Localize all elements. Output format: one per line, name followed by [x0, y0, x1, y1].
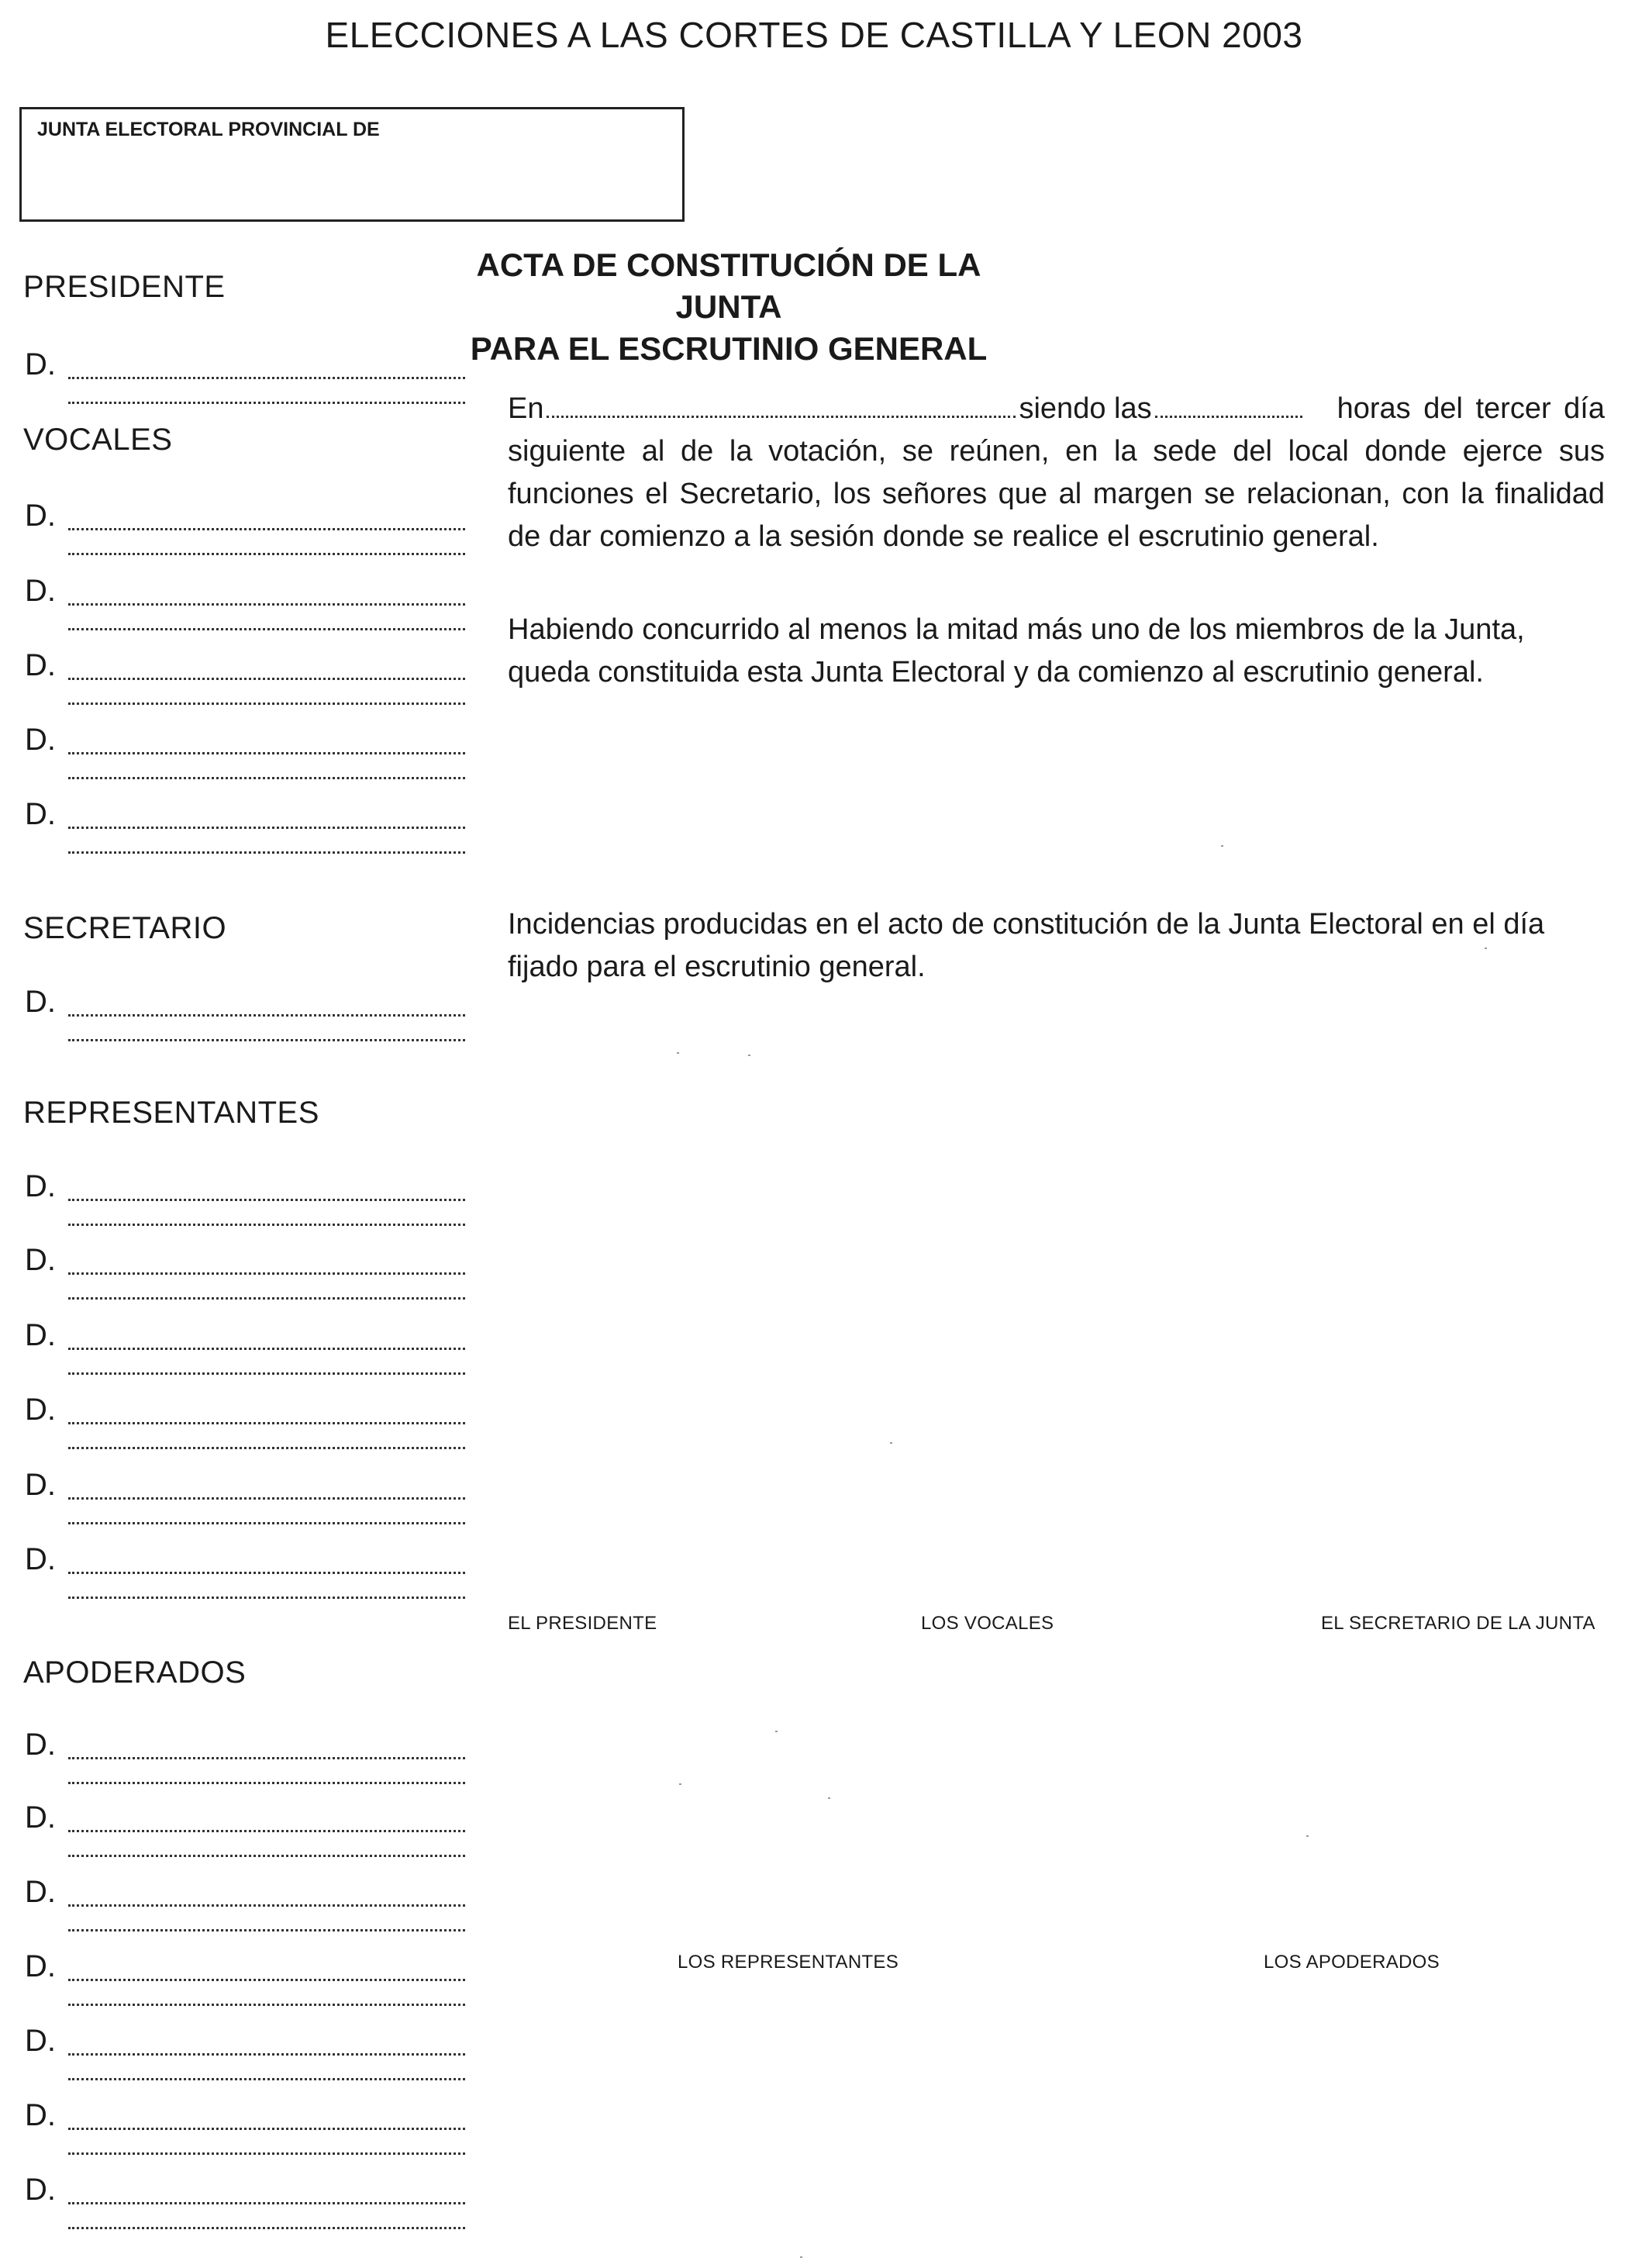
en-label: En	[508, 392, 544, 425]
representante-3-name-field[interactable]	[68, 1348, 465, 1350]
representante-1-name-field-continued[interactable]	[68, 1224, 465, 1226]
vocal-d-label: D.	[25, 648, 56, 682]
paragraph-incidencias-line-1: Incidencias producidas en el acto de constitución de la Junta Electoral en el día	[508, 908, 1545, 941]
presidente-heading: PRESIDENTE	[23, 270, 226, 304]
representante-d-label: D.	[25, 1468, 56, 1502]
apoderado-7-name-field[interactable]	[68, 2202, 465, 2204]
representante-3-name-field-continued[interactable]	[68, 1372, 465, 1375]
vocal-d-label: D.	[25, 723, 56, 757]
signature-vocales-label: LOS VOCALES	[921, 1613, 1054, 1634]
acta-title	[457, 244, 1000, 370]
acta-title-line-1: ACTA DE CONSTITUCIÓN DE LA JUNTA	[476, 247, 981, 325]
paragraph-reunion-line-3: funciones el Secretario, los señores que al margen se relacionan, con la finalidad	[508, 478, 1605, 510]
vocal-5-name-field-continued[interactable]	[68, 851, 465, 854]
vocal-2-name-field[interactable]	[68, 603, 465, 606]
vocales-heading: VOCALES	[23, 423, 173, 457]
scan-speck	[1306, 1835, 1309, 1837]
paragraph-incidencias-line-2: fijado para el escrutinio general.	[508, 951, 926, 983]
apoderado-3-name-field[interactable]	[68, 1904, 465, 1907]
scan-speck	[1485, 948, 1487, 949]
apoderados-heading: APODERADOS	[23, 1655, 247, 1690]
paragraph-reunion	[508, 388, 1605, 558]
representante-5-name-field-continued[interactable]	[68, 1522, 465, 1524]
apoderado-2-name-field-continued[interactable]	[68, 1855, 465, 1857]
representante-2-name-field[interactable]	[68, 1272, 465, 1275]
presidente-1-name-field-continued[interactable]	[68, 402, 465, 404]
acta-title-line-2: PARA EL ESCRUTINIO GENERAL	[470, 330, 988, 367]
representante-4-name-field[interactable]	[68, 1422, 465, 1424]
signature-presidente-label: EL PRESIDENTE	[508, 1613, 657, 1634]
apoderado-7-name-field-continued[interactable]	[68, 2227, 465, 2229]
vocal-2-name-field-continued[interactable]	[68, 628, 465, 630]
scan-speck	[775, 1731, 778, 1732]
paragraph-reunion-line-1	[508, 388, 1605, 430]
secretario-1-name-field[interactable]	[68, 1014, 465, 1017]
paragraph-incidencias	[508, 903, 1605, 989]
secretario-d-label: D.	[25, 985, 56, 1019]
vocal-d-label: D.	[25, 797, 56, 831]
hora-field[interactable]	[1155, 416, 1302, 418]
siendo-las-label: siendo las	[1019, 392, 1152, 425]
representante-5-name-field[interactable]	[68, 1497, 465, 1500]
representante-d-label: D.	[25, 1169, 56, 1203]
apoderado-d-label: D.	[25, 1800, 56, 1835]
apoderado-3-name-field-continued[interactable]	[68, 1929, 465, 1931]
secretario-1-name-field-continued[interactable]	[68, 1039, 465, 1041]
junta-provincial-label: JUNTA ELECTORAL PROVINCIAL DE	[37, 119, 380, 140]
vocal-3-name-field-continued[interactable]	[68, 702, 465, 705]
apoderado-d-label: D.	[25, 2173, 56, 2207]
vocal-1-name-field-continued[interactable]	[68, 553, 465, 555]
scan-speck	[679, 1783, 681, 1785]
scan-speck	[800, 2256, 802, 2258]
apoderado-d-label: D.	[25, 2098, 56, 2132]
document-title: ELECCIONES A LAS CORTES DE CASTILLA Y LEON 2003	[325, 15, 1303, 55]
signature-representantes-area[interactable]	[605, 1981, 1008, 2237]
apoderado-1-name-field-continued[interactable]	[68, 1782, 465, 1784]
apoderado-d-label: D.	[25, 1949, 56, 1983]
vocal-4-name-field[interactable]	[68, 752, 465, 754]
vocal-3-name-field[interactable]	[68, 678, 465, 680]
apoderado-d-label: D.	[25, 1728, 56, 1762]
paragraph-constitucion-line-2: queda constituida esta Junta Electoral y da comienzo al escrutinio general.	[508, 656, 1484, 689]
representante-d-label: D.	[25, 1393, 56, 1427]
presidente-d-label: D.	[25, 347, 56, 381]
signature-representantes-label: LOS REPRESENTANTES	[678, 1952, 899, 1973]
junta-provincial-field[interactable]	[19, 107, 685, 222]
signature-presidente-area[interactable]	[496, 1640, 822, 1896]
signature-apoderados-area[interactable]	[1163, 1981, 1566, 2237]
representante-6-name-field[interactable]	[68, 1572, 465, 1574]
lugar-field[interactable]	[547, 416, 1016, 418]
representante-2-name-field-continued[interactable]	[68, 1297, 465, 1300]
vocal-1-name-field[interactable]	[68, 528, 465, 530]
representante-6-name-field-continued[interactable]	[68, 1597, 465, 1599]
presidente-1-name-field[interactable]	[68, 377, 465, 379]
apoderado-2-name-field[interactable]	[68, 1830, 465, 1832]
representantes-heading: REPRESENTANTES	[23, 1096, 319, 1130]
scan-speck	[828, 1797, 830, 1799]
vocal-5-name-field[interactable]	[68, 827, 465, 829]
scan-speck	[1221, 845, 1223, 847]
representante-d-label: D.	[25, 1542, 56, 1576]
horas-label: horas del tercer día	[1337, 392, 1605, 425]
representante-1-name-field[interactable]	[68, 1199, 465, 1201]
scan-speck	[677, 1052, 679, 1054]
paragraph-constitucion	[508, 609, 1605, 694]
apoderado-1-name-field[interactable]	[68, 1757, 465, 1759]
secretario-heading: SECRETARIO	[23, 911, 227, 945]
scan-speck	[748, 1055, 750, 1056]
representante-4-name-field-continued[interactable]	[68, 1447, 465, 1449]
paragraph-reunion-line-2: siguiente al de la votación, se reúnen, en la sede del local donde ejerce sus	[508, 435, 1605, 468]
representante-d-label: D.	[25, 1318, 56, 1352]
vocal-4-name-field-continued[interactable]	[68, 777, 465, 779]
vocal-d-label: D.	[25, 499, 56, 533]
apoderado-6-name-field[interactable]	[68, 2128, 465, 2130]
signature-secretario-label: EL SECRETARIO DE LA JUNTA	[1321, 1613, 1595, 1634]
signature-vocales-area[interactable]	[868, 1640, 1194, 1896]
apoderado-d-label: D.	[25, 2024, 56, 2058]
horas-label-wrap	[1306, 388, 1605, 430]
apoderado-5-name-field[interactable]	[68, 2053, 465, 2056]
vocal-d-label: D.	[25, 574, 56, 608]
paragraph-constitucion-line-1: Habiendo concurrido al menos la mitad más uno de los miembros de la Junta,	[508, 613, 1525, 646]
apoderado-4-name-field[interactable]	[68, 1979, 465, 1981]
signature-secretario-area[interactable]	[1256, 1640, 1597, 1896]
apoderado-5-name-field-continued[interactable]	[68, 2078, 465, 2080]
apoderado-4-name-field-continued[interactable]	[68, 2004, 465, 2006]
apoderado-6-name-field-continued[interactable]	[68, 2152, 465, 2155]
paragraph-reunion-line-4: de dar comienzo a la sesión donde se realice el escrutinio general.	[508, 520, 1379, 553]
signature-apoderados-label: LOS APODERADOS	[1264, 1952, 1440, 1973]
apoderado-d-label: D.	[25, 1875, 56, 1909]
scan-speck	[890, 1442, 892, 1444]
representante-d-label: D.	[25, 1243, 56, 1277]
